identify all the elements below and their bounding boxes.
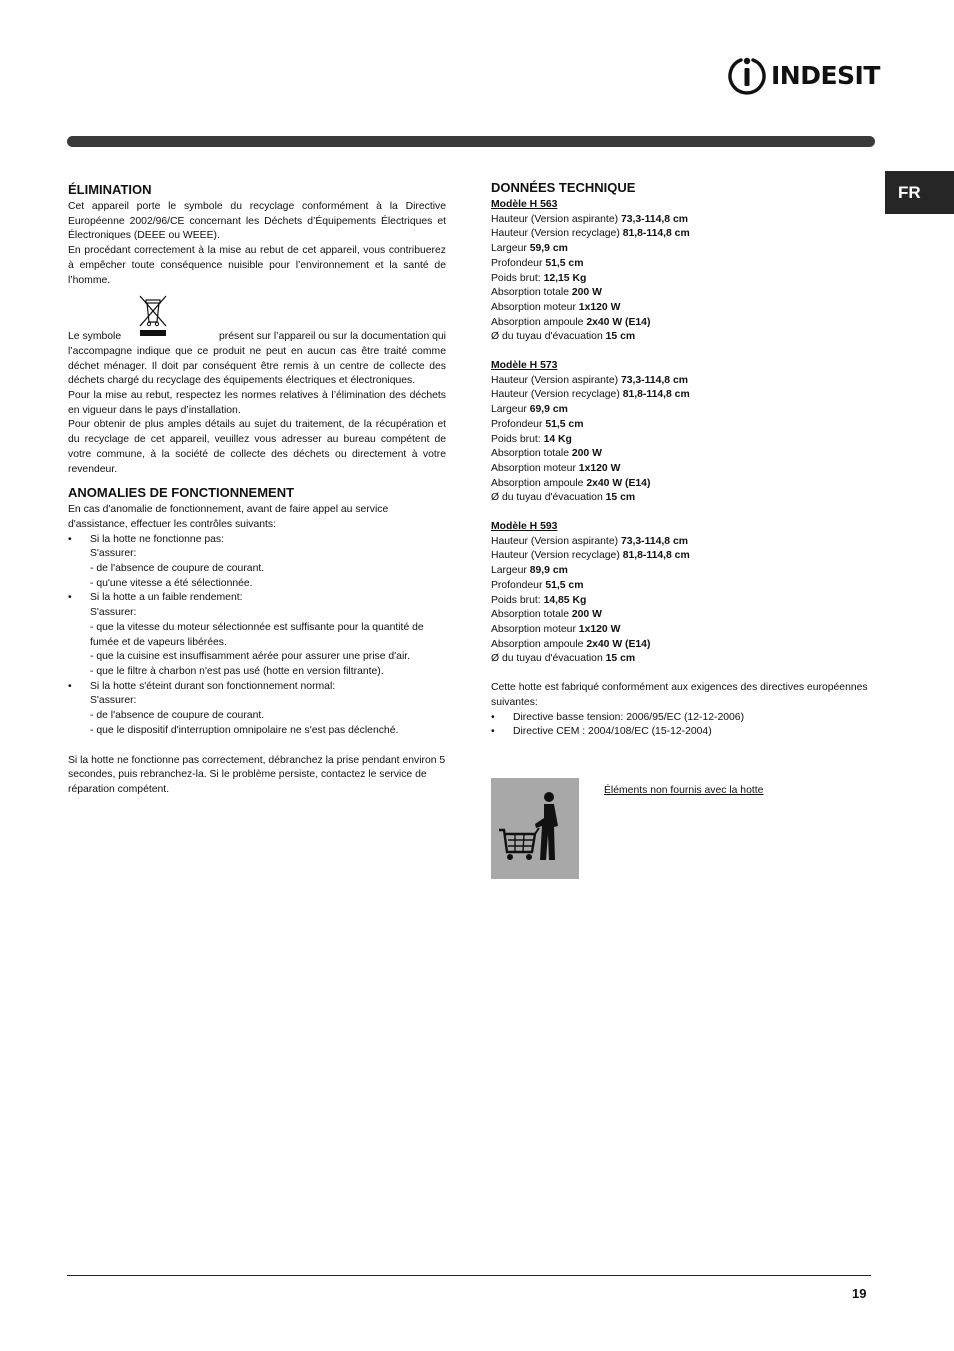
spec-label: Ø du tuyau d'évacuation — [491, 331, 603, 343]
spec-row-weight — [491, 272, 871, 287]
spec-row-depth — [491, 579, 871, 594]
model-spec-block — [491, 359, 871, 506]
anomaly-check-line: - que la cuisine est insuffisamment aérée pour assurer une prise d'air. — [90, 651, 411, 663]
spec-label: Ø du tuyau d'évacuation — [491, 492, 603, 504]
indesit-logo-icon — [727, 54, 767, 96]
anomaly-check-line: - que la vitesse du moteur sélectionnée est suffisante pour la quantité de fumée et de vapeurs libérées. — [90, 621, 424, 648]
anomaly-check-line: - que le dispositif d'interruption omnipolaire ne s'est pas déclenché. — [90, 724, 399, 736]
elimination-heading: ÉLIMINATION — [68, 182, 152, 197]
spec-label: Absorption totale — [491, 287, 569, 299]
bullet-icon: • — [491, 726, 495, 738]
left-column — [68, 182, 446, 798]
spec-row-weight — [491, 594, 871, 609]
spec-row-h-asp — [491, 213, 871, 228]
spec-label: Profondeur — [491, 418, 543, 430]
spec-value: 1x120 W — [578, 301, 621, 313]
spec-label: Absorption ampoule — [491, 316, 584, 328]
spec-value: 2x40 W (E14) — [586, 316, 651, 328]
spec-value: 69,9 cm — [529, 404, 568, 416]
anomaly-check-label: S'assurer: — [90, 607, 137, 619]
symbol-line-left: Le symbole — [68, 331, 122, 343]
crossed-bin-icon — [137, 294, 169, 328]
spec-value: 15 cm — [605, 331, 636, 343]
model-title: Modèle H 563 — [491, 199, 558, 210]
anomaly-check-line: - que le filtre à charbon n'est pas usé (hotte en version filtrante). — [90, 665, 384, 677]
spec-row-abs-total — [491, 447, 871, 462]
spec-row-width — [491, 403, 871, 418]
spec-label: Ø du tuyau d'évacuation — [491, 653, 603, 665]
footer-divider — [67, 1275, 871, 1276]
anomaly-item — [68, 533, 446, 548]
anomaly-title: Si la hotte a un faible rendement: — [90, 592, 243, 604]
directive-item — [491, 711, 871, 726]
spec-label: Hauteur (Version recyclage) — [491, 550, 620, 562]
conformity-text: Cette hotte est fabriqué conformément aux exigences des directives européennes suivantes: — [491, 682, 868, 708]
spec-row-depth — [491, 257, 871, 272]
spec-value: 73,3-114,8 cm — [620, 213, 688, 225]
anomaly-check-label: S'assurer: — [90, 548, 137, 560]
shopping-cart-person-icon — [491, 778, 579, 879]
spec-label: Profondeur — [491, 579, 543, 591]
anomaly-title: Si la hotte ne fonctionne pas: — [90, 533, 225, 545]
directive-text: Directive basse tension: 2006/95/EC (12-12-2006) — [513, 711, 745, 723]
spec-row-pipe — [491, 491, 871, 506]
model-spec-block — [491, 198, 871, 345]
spec-label: Absorption moteur — [491, 462, 576, 474]
spec-label: Largeur — [491, 565, 527, 577]
not-supplied-label: Éléments non fournis avec la hotte — [604, 785, 764, 796]
anomalies-closing: Si la hotte ne fonctionne pas correctement, débranchez la prise pendant environ 5 secondes, puis rebranchez-la. Si le problème persiste, contactez le service de réparation compétent. — [68, 754, 446, 795]
spec-label: Hauteur (Version aspirante) — [491, 535, 619, 547]
anomaly-check-line: - de l'absence de coupure de courant. — [90, 710, 265, 722]
spec-label: Hauteur (Version aspirante) — [491, 213, 619, 225]
spec-value: 73,3-114,8 cm — [620, 535, 688, 547]
spec-row-abs-motor — [491, 462, 871, 477]
symbol-line-right: présent sur l’appareil ou sur la documentation qui — [219, 331, 446, 343]
anomalies-section — [68, 485, 446, 797]
anomalies-intro: En cas d'anomalie de fonctionnement, avant de faire appel au service d'assistance, effectuer les contrôles suivants: — [68, 504, 389, 530]
elimination-para-3: l’accompagne indique que ce produit ne peut en aucun cas être traité comme déchet ménager. Il doit par conséquent être remis à un centre de collecte des déchets chargé du recyclage des équipements électriques et électroniques. — [68, 345, 446, 387]
spec-row-h-rec — [491, 227, 871, 242]
technical-heading: DONNÉES TECHNIQUE — [491, 180, 636, 195]
model-title: Modèle H 593 — [491, 521, 558, 533]
spec-value: 12,15 Kg — [543, 272, 587, 284]
spec-label: Absorption ampoule — [491, 638, 584, 650]
spec-value: 1x120 W — [578, 462, 621, 474]
elimination-para-2: En procédant correctement à la mise au rebut de cet appareil, vous contribuerez à empêcher toute conséquence nuisible pour l’environnement et la santé de l’homme. — [68, 245, 446, 286]
spec-row-abs-total — [491, 286, 871, 301]
spec-value: 200 W — [571, 448, 602, 460]
bullet-icon: • — [68, 680, 72, 692]
spec-label: Largeur — [491, 404, 527, 416]
spec-value: 51,5 cm — [545, 579, 584, 591]
spec-value: 51,5 cm — [545, 257, 584, 269]
spec-row-h-asp — [491, 374, 871, 389]
spec-row-h-rec — [491, 388, 871, 403]
spec-value: 14 Kg — [543, 433, 572, 445]
anomaly-check-line: - de l'absence de coupure de courant. — [90, 563, 265, 575]
spec-label: Largeur — [491, 243, 527, 255]
spec-row-pipe — [491, 330, 871, 345]
spec-row-h-asp — [491, 535, 871, 550]
anomaly-title: Si la hotte s'éteint durant son fonctionnement normal: — [90, 680, 336, 692]
spec-row-width — [491, 564, 871, 579]
spec-row-abs-motor — [491, 301, 871, 316]
anomaly-check-line: - qu'une vitesse a été sélectionnée. — [90, 577, 253, 589]
anomaly-checks — [68, 547, 446, 591]
brand-logo — [727, 53, 880, 97]
language-tab: FR — [885, 171, 954, 214]
spec-value: 51,5 cm — [545, 418, 584, 430]
elimination-para-1: Cet appareil porte le symbole du recyclage conformément à la Directive Européenne 2002/96/CE concernant les Déchets d’Équipements Électriques et Électroniques (DEEE ou WEEE). — [68, 201, 446, 242]
spec-value: 200 W — [571, 287, 602, 299]
spec-row-h-rec — [491, 549, 871, 564]
spec-value: 73,3-114,8 cm — [620, 374, 688, 386]
spec-label: Absorption totale — [491, 448, 569, 460]
anomaly-check-label: S'assurer: — [90, 695, 137, 707]
spec-value: 2x40 W (E14) — [586, 477, 651, 489]
spec-value: 14,85 Kg — [543, 594, 587, 606]
spec-label: Absorption ampoule — [491, 477, 584, 489]
header-divider-bar — [67, 136, 875, 147]
spec-label: Absorption moteur — [491, 301, 576, 313]
spec-label: Profondeur — [491, 257, 543, 269]
elimination-para-5: Pour obtenir de plus amples détails au sujet du traitement, de la récupération et du recyclage de cet appareil, veuillez vous adresser au bureau compétent de votre commune, à la société de collecte des déchets ou directement à votre revendeur. — [68, 419, 446, 475]
directive-item — [491, 725, 871, 740]
anomaly-item — [68, 680, 446, 695]
spec-label: Poids brut: — [491, 594, 541, 606]
model-title: Modèle H 573 — [491, 360, 558, 372]
elimination-section — [68, 182, 446, 477]
anomaly-checks — [68, 606, 446, 680]
spec-label: Hauteur (Version aspirante) — [491, 374, 619, 386]
spec-value: 81,8-114,8 cm — [622, 550, 690, 562]
bullet-icon: • — [491, 711, 495, 723]
spec-value: 81,8-114,8 cm — [622, 228, 690, 240]
brand-name: INDESIT — [771, 60, 880, 90]
anomalies-heading: ANOMALIES DE FONCTIONNEMENT — [68, 485, 295, 501]
spec-value: 15 cm — [605, 492, 636, 504]
spec-row-abs-lamp — [491, 638, 871, 653]
spec-row-abs-lamp — [491, 316, 871, 331]
elimination-para-4: Pour la mise au rebut, respectez les normes relatives à l’élimination des déchets en vigueur dans le pays d’installation. — [68, 390, 446, 416]
spec-row-abs-lamp — [491, 477, 871, 492]
spec-label: Absorption totale — [491, 609, 569, 621]
spec-label: Absorption moteur — [491, 623, 576, 635]
directive-text: Directive CEM : 2004/108/EC (15-12-2004) — [513, 726, 712, 738]
bullet-icon: • — [68, 592, 72, 604]
spec-label: Poids brut: — [491, 433, 541, 445]
anomaly-checks — [68, 694, 446, 738]
model-spec-block — [491, 520, 871, 667]
spec-label: Hauteur (Version recyclage) — [491, 228, 620, 240]
spec-value: 59,9 cm — [529, 243, 568, 255]
symbol-line — [68, 330, 446, 345]
spec-row-pipe — [491, 652, 871, 667]
spec-value: 81,8-114,8 cm — [622, 389, 690, 401]
spec-value: 200 W — [571, 609, 602, 621]
weee-symbol — [135, 294, 171, 336]
spec-value: 15 cm — [605, 653, 636, 665]
spec-row-abs-total — [491, 608, 871, 623]
spec-row-abs-motor — [491, 623, 871, 638]
weee-bar-icon — [140, 330, 166, 336]
spec-value: 2x40 W (E14) — [586, 638, 651, 650]
bullet-icon: • — [68, 533, 72, 545]
spec-label: Hauteur (Version recyclage) — [491, 389, 620, 401]
right-column — [491, 180, 871, 740]
not-supplied-illustration — [491, 778, 579, 879]
spec-value: 1x120 W — [578, 623, 621, 635]
spec-row-depth — [491, 418, 871, 433]
spec-row-width — [491, 242, 871, 257]
page-number: 19 — [852, 1286, 867, 1301]
spec-row-weight — [491, 433, 871, 448]
models-list — [491, 198, 871, 667]
anomaly-item — [68, 591, 446, 606]
spec-value: 89,9 cm — [529, 565, 568, 577]
spec-label: Poids brut: — [491, 272, 541, 284]
